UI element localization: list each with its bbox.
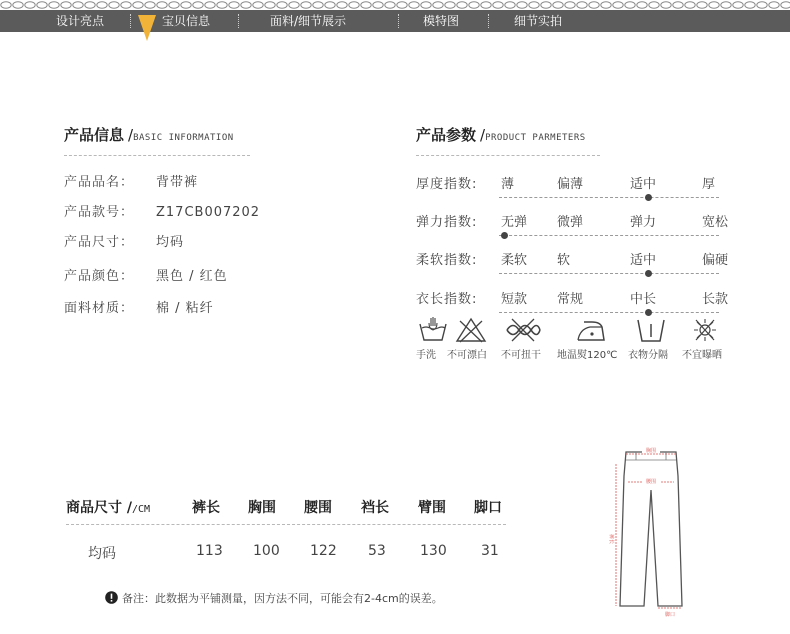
info-value: 均码 (156, 235, 185, 250)
size-value: 100 (253, 543, 280, 559)
nav-tab-product-info[interactable]: 宝贝信息 (162, 14, 211, 28)
product-info-title-cn: 产品信息 (64, 126, 125, 144)
info-row-size (64, 231, 184, 250)
no-bleach-icon (452, 316, 490, 344)
hand-wash-icon (414, 316, 452, 344)
param-option: 宽松 (702, 215, 729, 230)
nav-separator (238, 14, 239, 28)
param-option: 偏薄 (557, 177, 584, 192)
size-col-header: 裤长 (192, 500, 220, 516)
divider (416, 155, 600, 156)
param-option: 短款 (501, 292, 528, 307)
param-option: 微弹 (557, 215, 584, 230)
nav-separator (488, 14, 489, 28)
low-iron-icon (572, 316, 610, 344)
size-col-header: 腰围 (304, 500, 332, 516)
no-wring-icon (504, 316, 542, 344)
nav-active-marker (138, 15, 156, 41)
care-label-no-bleach: 不可漂白 (447, 350, 487, 361)
product-params-title-en: PRODUCT PARMETERS (485, 133, 586, 143)
info-value: 黑色 / 红色 (156, 269, 228, 284)
param-label: 衣长指数: (416, 292, 478, 307)
size-row-label: 均码 (88, 546, 116, 562)
param-option: 薄 (501, 177, 515, 192)
info-label: 产品品名： (64, 175, 135, 190)
nav-separator (130, 14, 131, 28)
info-value: 背带裤 (156, 175, 199, 190)
diagram-label-waist: 腰围 (645, 479, 657, 485)
care-label-no-wring: 不可扭干 (501, 350, 541, 361)
nav-decor-strip (0, 0, 790, 10)
size-value: 122 (310, 543, 337, 559)
size-col-header: 胸围 (248, 500, 276, 516)
diagram-label-hem: 脚口 (664, 612, 676, 618)
size-table-unit: /CM (132, 504, 151, 515)
info-label: 产品款号： (64, 205, 135, 220)
param-option: 无弹 (501, 215, 528, 230)
param-option: 中长 (630, 292, 657, 307)
separate-wash-icon (632, 316, 670, 344)
info-label: 产品颜色： (64, 269, 135, 284)
care-label-hand-wash: 手洗 (416, 350, 436, 361)
size-value: 113 (196, 543, 223, 559)
param-option: 适中 (630, 177, 657, 192)
size-col-header: 裆长 (361, 500, 389, 516)
param-scale-line (499, 273, 719, 274)
size-col-header: 臂围 (418, 500, 446, 516)
care-label-low-iron: 地温熨120℃ (557, 350, 618, 361)
nav-separator (398, 14, 399, 28)
param-option: 柔软 (501, 253, 528, 268)
info-row-color (64, 265, 228, 284)
info-value: Z17CB007202 (156, 205, 261, 220)
param-selected-dot (645, 270, 652, 277)
nav-bar (0, 10, 790, 32)
measurement-note: 备注：此数据为平铺测量，因方法不同，可能会有2-4cm的误差。 (122, 592, 443, 605)
size-col-header: 脚口 (474, 500, 502, 516)
product-params-title (416, 124, 586, 145)
diagram-label-length: 裤长 (608, 534, 614, 545)
title-slash: / (128, 126, 134, 144)
size-value: 31 (481, 543, 499, 559)
product-info-title-en: BASIC INFORMATION (133, 133, 234, 143)
size-value: 130 (420, 543, 447, 559)
size-table-title: 商品尺寸 (66, 500, 122, 516)
param-label: 柔软指数: (416, 253, 478, 268)
title-slash: / (480, 126, 486, 144)
param-scale-line (499, 312, 719, 313)
param-scale-line (499, 197, 719, 198)
size-table-header-label: 商品尺寸 //CM (66, 500, 151, 516)
info-label: 产品尺寸： (64, 235, 135, 250)
info-row-sku (64, 201, 260, 220)
param-selected-dot (501, 232, 508, 239)
param-option: 厚 (702, 177, 716, 192)
diagram-label-chest: 胸围 (645, 448, 657, 454)
info-value: 棉 / 粘纤 (156, 301, 214, 316)
size-value: 53 (368, 543, 386, 559)
param-option: 适中 (630, 253, 657, 268)
param-selected-dot (645, 309, 652, 316)
table-divider (66, 524, 506, 525)
no-sun-dry-icon (686, 316, 724, 344)
trouser-measurement-diagram (606, 442, 696, 618)
param-label: 弹力指数: (416, 215, 478, 230)
product-info-title (64, 124, 234, 145)
param-option: 弹力 (630, 215, 657, 230)
product-params-title-cn: 产品参数 (416, 126, 477, 144)
info-row-material (64, 297, 214, 316)
param-selected-dot (645, 194, 652, 201)
nav-tab-detail-photos[interactable]: 细节实拍 (514, 14, 563, 28)
param-option: 长款 (702, 292, 729, 307)
divider (64, 155, 250, 156)
param-option: 偏硬 (702, 253, 729, 268)
info-row-name (64, 171, 198, 190)
info-label: 面料材质： (64, 301, 135, 316)
param-scale-line (499, 235, 719, 236)
nav-tab-model-photos[interactable]: 模特图 (423, 14, 460, 28)
care-label-separate-wash: 衣物分隔 (628, 350, 668, 361)
nav-tab-design-highlights[interactable]: 设计亮点 (56, 14, 105, 28)
param-label: 厚度指数: (416, 177, 478, 192)
nav-tab-fabric-details[interactable]: 面料/细节展示 (270, 14, 347, 28)
param-option: 常规 (557, 292, 584, 307)
param-option: 软 (557, 253, 571, 268)
care-label-no-sun-dry: 不宜曝晒 (682, 350, 722, 361)
